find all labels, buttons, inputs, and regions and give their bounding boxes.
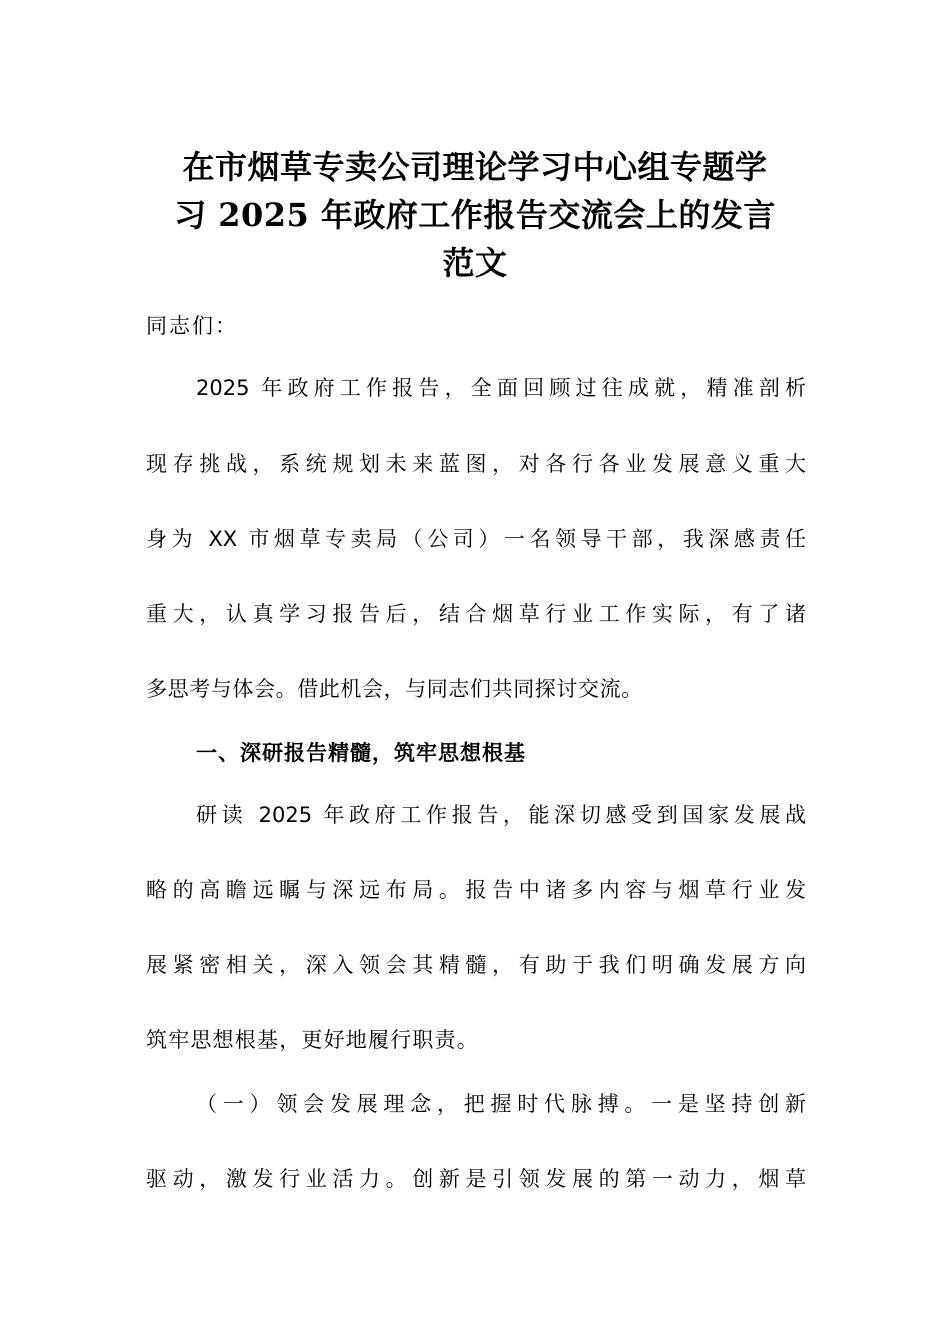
paragraph-1-line-3: 身为 XX 市烟草专卖局（公司）一名领导干部，我深感责任 [146,527,806,551]
paragraph-1-line-2: 现存挑战，系统规划未来蓝图，对各行各业发展意义重大 [146,452,806,476]
title-line-3: 范文 [442,244,508,282]
salutation: 同志们： [146,314,238,338]
paragraph-1-line-1: 2025 年政府工作报告，全面回顾过往成就，精准剖析 [196,376,806,400]
paragraph-2-line-4: 筑牢思想根基，更好地履行职责。 [146,1028,479,1052]
paragraph-3-line-2: 驱动，激发行业活力。创新是引领发展的第一动力，烟草 [146,1167,806,1191]
paragraph-2-line-3: 展紧密相关，深入领会其精髓，有助于我们明确发展方向 [146,953,806,977]
document-title [150,143,800,287]
paragraph-3-line-1: （一）领会发展理念，把握时代脉搏。一是坚持创新 [196,1092,806,1116]
paragraph-1-line-5: 多思考与体会。借此机会，与同志们共同探讨交流。 [146,677,643,701]
section-heading-1: 一、深研报告精髓，筑牢思想根基 [196,741,526,765]
paragraph-2-line-2: 略的高瞻远瞩与深远布局。报告中诸多内容与烟草行业发 [146,878,806,902]
paragraph-2-line-1: 研读 2025 年政府工作报告，能深切感受到国家发展战 [196,803,806,827]
title-line-2: 习 2025 年政府工作报告交流会上的发言 [174,196,776,234]
paragraph-1-line-4: 重大，认真学习报告后，结合烟草行业工作实际，有了诸 [146,602,806,626]
title-line-1: 在市烟草专卖公司理论学习中心组专题学 [182,148,768,186]
